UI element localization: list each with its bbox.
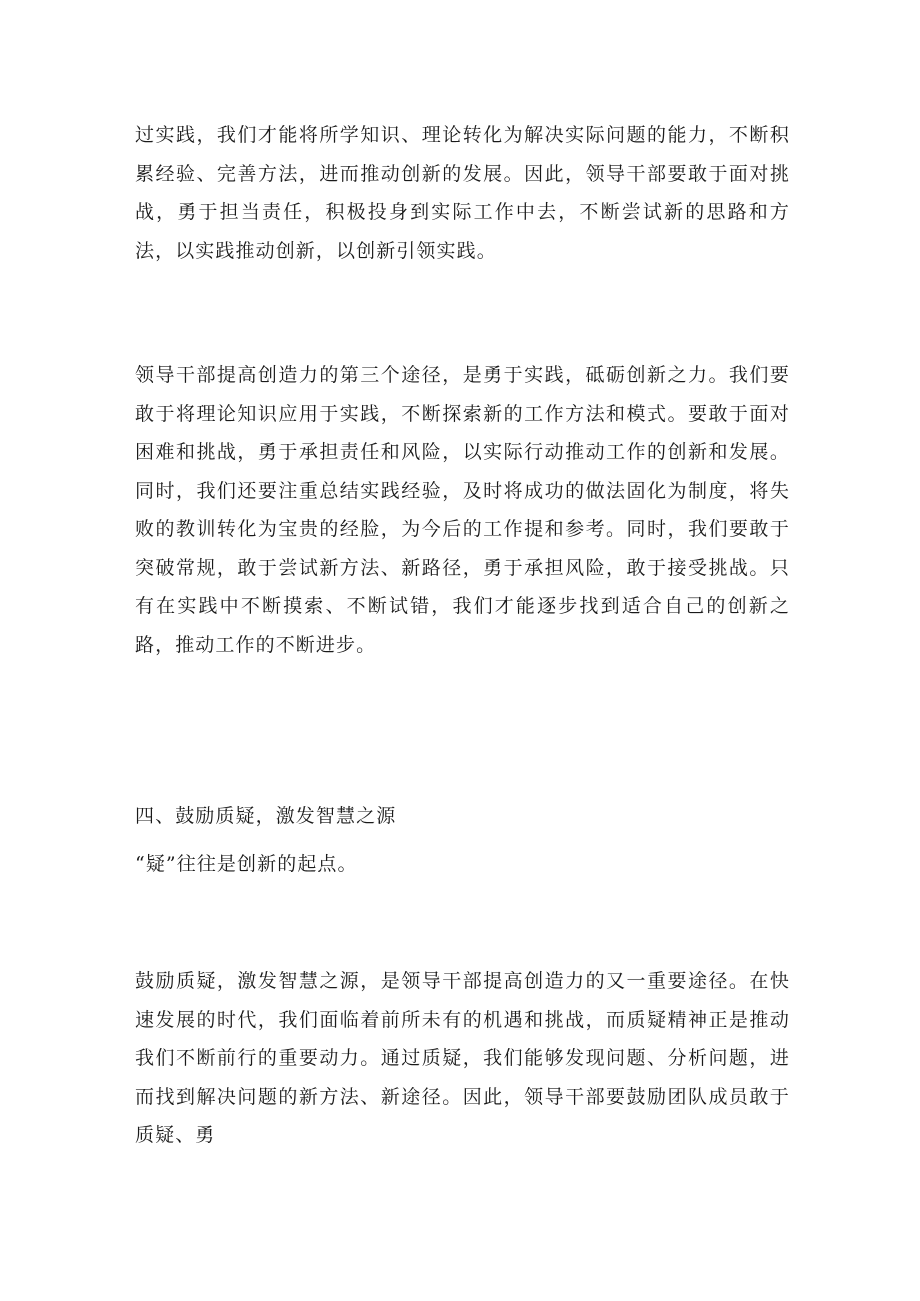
paragraph-practice-conclusion: 过实践，我们才能将所学知识、理论转化为解决实际问题的能力，不断积累经验、完善方法，进而推动创新的发展。因此，领导干部要敢于面对挑战，勇于担当责任，积极投身到实际工作中去，不断尝试新的思路和方法，以实践推动创新，以创新引领实践。	[135, 124, 790, 262]
section-heading: 四、鼓励质疑，激发智慧之源	[135, 805, 397, 827]
paragraph-third-approach: 领导干部提高创造力的第三个途径，是勇于实践，砥砺创新之力。我们要敢于将理论知识应用于实践，不断探索新的工作方法和模式。要敢于面对困难和挑战，勇于承担责任和风险，以实际行动推动工作的创新和发展。同时，我们还要注重总结实践经验，及时将成功的做法固化为制度，将失败的教训转化为宝贵的经脸，为今后的工作提和参考。同时，我们要敢于突破常规，敢于尝试新方法、新路径，勇于承担风险，敢于接受挑战。只有在实践中不断摸索、不断试错，我们才能逐步找到适合自己的创新之路，推动工作的不断进步。	[135, 364, 790, 656]
paragraph-encourage-questioning: 鼓励质疑，激发智慧之源，是领导干部提高创造力的又一重要途径。在快速发展的时代，我们面临着前所未有的机遇和挑战，而质疑精神正是推动我们不断前行的重要动力。通过质疑，我们能够发现问题、分析问题，进而找到解决问题的新方法、新途径。因此，领导干部要鼓励团队成员敢于质疑、勇	[135, 970, 790, 1146]
paragraph-doubt-origin: “疑”往往是创新的起点。	[135, 853, 358, 875]
